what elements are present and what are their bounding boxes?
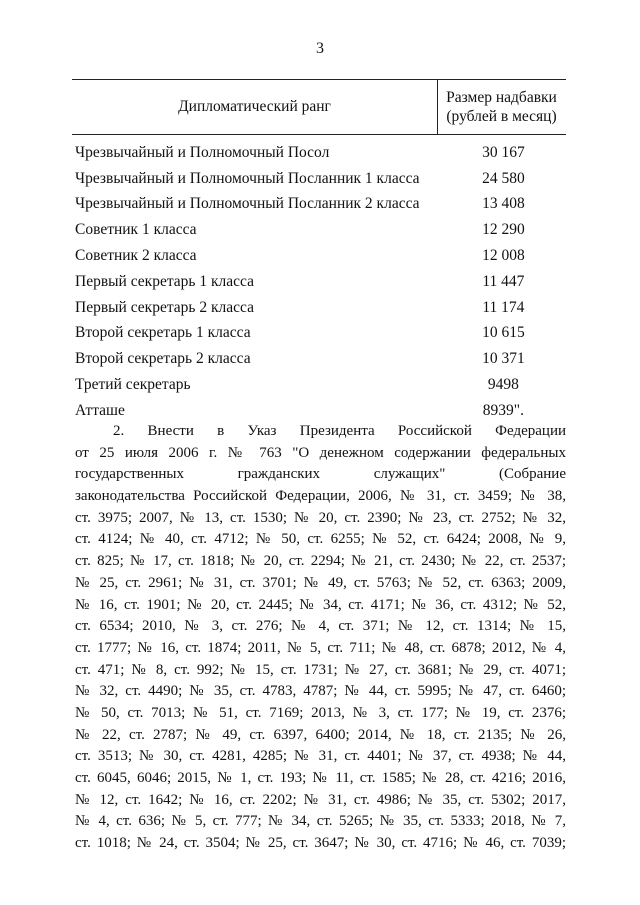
table-row [72,295,566,321]
table-row [72,321,566,347]
paragraph-line: ст. 3513; № 30, ст. 4281, 4285; № 31, ст. 4401; № 37, ст. 4938; № 44, [75,748,566,765]
table-row [72,398,566,424]
rank-cell: Второй секретарь 2 класса [75,350,251,368]
paragraph-line: ст. 6534; 2010, № 3, ст. 276; № 4, ст. 371; № 12, ст. 1314; № 15, [75,618,566,635]
paragraph-line: № 22, ст. 2787; № 49, ст. 6397, 6400; 2014, № 18, ст. 2135; № 26, [75,726,566,743]
table-row [72,140,566,166]
table-row [72,243,566,269]
paragraph-line: № 32, ст. 4490; № 35, ст. 4783, 4787; № 44, ст. 5995; № 47, ст. 6460; [75,683,566,700]
rank-cell: Атташе [75,401,125,419]
paragraph-line: ст. 471; № 8, ст. 992; № 15, ст. 1731; № 27, ст. 3681; № 29, ст. 4071; [75,661,566,678]
paragraph-line: ст. 4124; № 40, ст. 4712; № 50, ст. 6255; № 52, ст. 6424; 2008, № 9, [75,531,566,548]
paragraph-line: № 4, ст. 636; № 5, ст. 777; № 34, ст. 5265; № 35, ст. 5333; 2018, № 7, [75,813,566,830]
paragraph-line: № 50, ст. 7013; № 51, ст. 7169; 2013, № 3, ст. 177; № 19, ст. 2376; [75,704,566,721]
paragraph-line: ст. 3975; 2007, № 13, ст. 1530; № 20, ст. 2390; № 23, ст. 2752; № 32, [75,509,566,526]
amount-cell: 12 290 [482,221,525,239]
rank-cell: Советник 2 класса [75,247,197,265]
paragraph-line: законодательства Российской Федерации, 2006, № 31, ст. 3459; № 38, [75,488,566,505]
table-header [72,79,566,135]
amount-cell: 13 408 [482,195,525,213]
header-rank: Дипломатический ранг [178,98,331,115]
paragraph-line: ст. 1018; № 24, ст. 3504; № 25, ст. 3647; № 30, ст. 4716; № 46, ст. 7039; [75,835,566,852]
header-amount [437,80,566,134]
paragraph-line: ст. 825; № 17, ст. 1818; № 20, ст. 2294; № 21, ст. 2430; № 22, ст. 2537; [75,553,566,570]
table-row [72,372,566,398]
paragraph-line: от 25 июля 2006 г. № 763 "О денежном содержании федеральных [75,444,566,461]
table-body [72,135,566,424]
rank-cell: Чрезвычайный и Полномочный Посол [75,143,330,161]
rank-cell: Чрезвычайный и Полномочный Посланник 1 класса [75,169,420,187]
table-row [72,192,566,218]
decree-paragraph [75,421,566,855]
header-amount-line1: Размер надбавки [446,89,557,106]
rank-cell: Второй секретарь 1 класса [75,324,251,342]
table-row [72,217,566,243]
paragraph-line: № 25, ст. 2961; № 31, ст. 3701; № 49, ст. 5763; № 52, ст. 6363; 2009, [75,574,566,591]
rank-cell: Первый секретарь 1 класса [75,272,254,290]
header-amount-line2: (рублей в месяц) [446,108,557,125]
amount-cell: 8939". [482,401,524,419]
rank-cell: Советник 1 класса [75,221,197,239]
paragraph-line: № 16, ст. 1901; № 20, ст. 2445; № 34, ст. 4171; № 36, ст. 4312; № 52, [75,596,566,613]
table-row [72,346,566,372]
table-row [72,269,566,295]
paragraph-line: № 12, ст. 1642; № 16, ст. 2202; № 31, ст. 4986; № 35, ст. 5302; 2017, [75,791,566,808]
amount-cell: 10 615 [482,324,525,342]
header-divider [437,80,438,134]
amount-cell: 11 447 [482,272,525,290]
paragraph-line: 2. Внести в Указ Президента Российской Федерации [113,423,566,439]
paragraph-line: государственных гражданских служащих" (Собрание [75,466,566,483]
rank-cell: Чрезвычайный и Полномочный Посланник 2 класса [75,195,420,213]
rank-allowance-table [72,79,566,424]
rank-cell: Первый секретарь 2 класса [75,298,254,316]
amount-cell: 24 580 [482,169,525,187]
paragraph-line: ст. 1777; № 16, ст. 1874; 2011, № 5, ст. 711; № 48, ст. 6878; 2012, № 4, [75,639,566,656]
rank-cell: Третий секретарь [75,376,191,394]
amount-cell: 9498 [487,376,519,394]
amount-cell: 11 174 [482,298,525,316]
amount-cell: 30 167 [482,143,525,161]
page-number: 3 [316,40,324,57]
table-row [72,166,566,192]
amount-cell: 12 008 [482,247,525,265]
paragraph-line: ст. 6045, 6046; 2015, № 1, ст. 193; № 11, ст. 1585; № 28, ст. 4216; 2016, [75,770,566,786]
amount-cell: 10 371 [482,350,525,368]
